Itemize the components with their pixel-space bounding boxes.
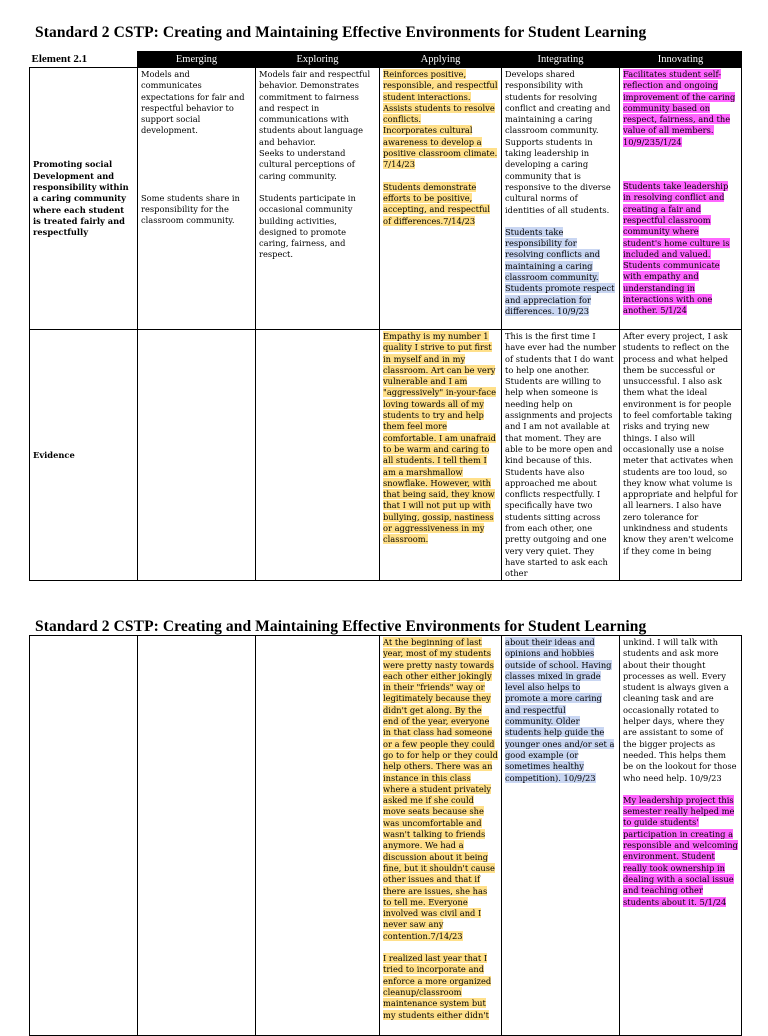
- cell-exploring: [256, 68, 380, 330]
- rubric-table: [29, 51, 742, 581]
- cell-emerging: [138, 68, 256, 330]
- exploring-text-1: Models fair and respectful behavior. Demonstrates commitment to fairness and respect in communications with students about language and behavior.: [259, 69, 371, 147]
- element-label: Element 2.1: [30, 52, 138, 68]
- column-header-exploring: Exploring: [256, 52, 380, 68]
- exploring-text-3: Students participate in occasional community building activities, designed to promote caring, fairness, and respect.: [259, 192, 356, 260]
- page-title-continued: Standard 2 CSTP: Creating and Maintaining Effective Environments for Student Learning: [35, 618, 647, 635]
- cell-evidence-innovating: [620, 330, 742, 581]
- integrating-text-1: Develops shared responsibility with students for resolving conflict and creating and maintaining a caring classroom community. Supports students in taking leadership in developing a caring community that is responsive to the diverse cultural norms of identities of all students.: [505, 69, 611, 215]
- innovating-text-1: Facilitates student self-reflection and ongoing improvement of the caring community based on respect, fairness, and the value of all members. 10/9/23: [623, 69, 736, 147]
- evidence-integrating-text: This is the first time I have ever had the number of students that I do want to help one another. Students are willing to help when someone is needing help on assignments and projects and I am not available at that moment. They are able to be more open and kind because of this. Students have also approached me about conflicts respectfully. I specifically have two students sitting across from each other, one pretty outgoing and one very very quiet. They have started to ask each other: [505, 331, 616, 579]
- column-header-applying: Applying: [380, 52, 502, 68]
- integrating-text-2: Students take responsibility for resolving conflicts and maintaining a caring classroom community. Students promote respect and appreciation for differences. 10/9/23: [505, 226, 615, 316]
- cell-integrating: [502, 68, 620, 330]
- innovating-date-1: 5/1/24: [654, 136, 682, 147]
- cell-evidence-applying: [380, 330, 502, 581]
- cell-cont-applying: [380, 636, 502, 1036]
- emerging-text-2: Some students share in responsibility for the classroom community.: [141, 192, 240, 226]
- innovating-text-2: Students take leadership in resolving conflict and creating a fair and respectful classroom community where student's home culture is included and valued. Students communicate with empathy and understanding in interactions with one another. 5/1/24: [623, 181, 730, 316]
- column-header-emerging: Emerging: [138, 52, 256, 68]
- applying-text-3: Incorporates cultural awareness to develop a positive classroom climate. 7/14/23: [383, 125, 498, 170]
- applying-text-4: Students demonstrate efforts to be positive, accepting, and respectful of differences.7/14/23: [383, 181, 491, 226]
- cell-evidence-emerging: [138, 330, 256, 581]
- cell-cont-emerging: [138, 636, 256, 1036]
- cell-cont-exploring: [256, 636, 380, 1036]
- column-header-innovating: Innovating: [620, 52, 742, 68]
- applying-text-1: Reinforces positive, responsible, and respectful student interactions.: [383, 69, 498, 102]
- cell-applying: [380, 68, 502, 330]
- page-title: Standard 2 CSTP: Creating and Maintaining Effective Environments for Student Learning: [35, 24, 647, 41]
- cont-applying-text-2: I realized last year that I tried to incorporate and enforce a more organized cleanup/classroom maintenance system but my students either didn't: [383, 953, 492, 1020]
- evidence-innovating-text: After every project, I ask students to reflect on the process and what helped them be successful or unsuccessful. I also ask them what the ideal environment is for people to feel comfortable taking risks and trying new things. I also will occasionally use a noise meter that activates when students are too loud, so they know what volume is appropriate and helpful for all learners. I also have zero tolerance for unkindness and students know they aren't welcome if they come in being: [623, 331, 738, 556]
- cont-applying-text-1: At the beginning of last year, most of my students were pretty nasty towards each other either jokingly in their "friends" way or legitimately because they didn't get along. By the end of the year, everyone in that class had someone or a few people they could go to for help or they could help others. There was an instance in this class where a student privately asked me if she could move seats because she was uncomfortable and wasn't talking to friends anymore. We had a discussion about it being fine, but it shouldn't cause other issues and that if there are issues, she has to tell me. Everyone involved was civil and I never saw any contention.7/14/23: [383, 637, 498, 941]
- cell-evidence-integrating: [502, 330, 620, 581]
- cont-innovating-text-2: My leadership project this semester really helped me to guide students' participation in creating a responsible and welcoming environment. Student really took ownership in dealing with a social issue and teaching other students about it. 5/1/24: [623, 794, 738, 907]
- row-label-promoting-social-development: Promoting social Development and responsibility within a caring community where each student is treated fairly and respectfully: [30, 68, 138, 330]
- emerging-text-1: Models and communicates expectations for fair and respectful behavior to support social development.: [141, 69, 245, 136]
- evidence-applying-text: Empathy is my number 1 quality I strive to put first in myself and in my classroom. Art can be very vulnerable and I am "aggressively" in-your-face loving towards all of my students to try and help them feel more comfortable. I am unafraid to be warm and caring to all students. I tell them I am a marshmallow snowflake. However, with that being said, they know that I will not put up with bullying, gossip, nastiness or aggressiveness in my classroom.: [383, 331, 496, 545]
- cell-cont-integrating: [502, 636, 620, 1036]
- cell-cont-label: [30, 636, 138, 1036]
- cont-innovating-text-1: unkind. I will talk with students and ask more about their thought processes as well. Every student is always given a cleaning task and are occasionally rotated to helper days, where they are assistant to some of the bigger projects as needed. This helps them be on the lookout for those who need help. 10/9/23: [623, 637, 737, 783]
- rubric-table-continued: [29, 635, 742, 1036]
- cell-innovating: [620, 68, 742, 330]
- column-header-integrating: Integrating: [502, 52, 620, 68]
- cell-cont-innovating: [620, 636, 742, 1036]
- row-label-evidence: Evidence: [30, 330, 138, 581]
- cell-evidence-exploring: [256, 330, 380, 581]
- applying-text-2: Assists students to resolve conflicts.: [383, 102, 495, 125]
- cont-integrating-text: about their ideas and opinions and hobbies outside of school. Having classes mixed in grade level also helps to promote a more caring and respectful community. Older students help guide the younger ones and/or set a good example (or sometimes healthy competition). 10/9/23: [505, 637, 615, 783]
- exploring-text-2: Seeks to understand cultural perceptions of caring community.: [259, 148, 355, 181]
